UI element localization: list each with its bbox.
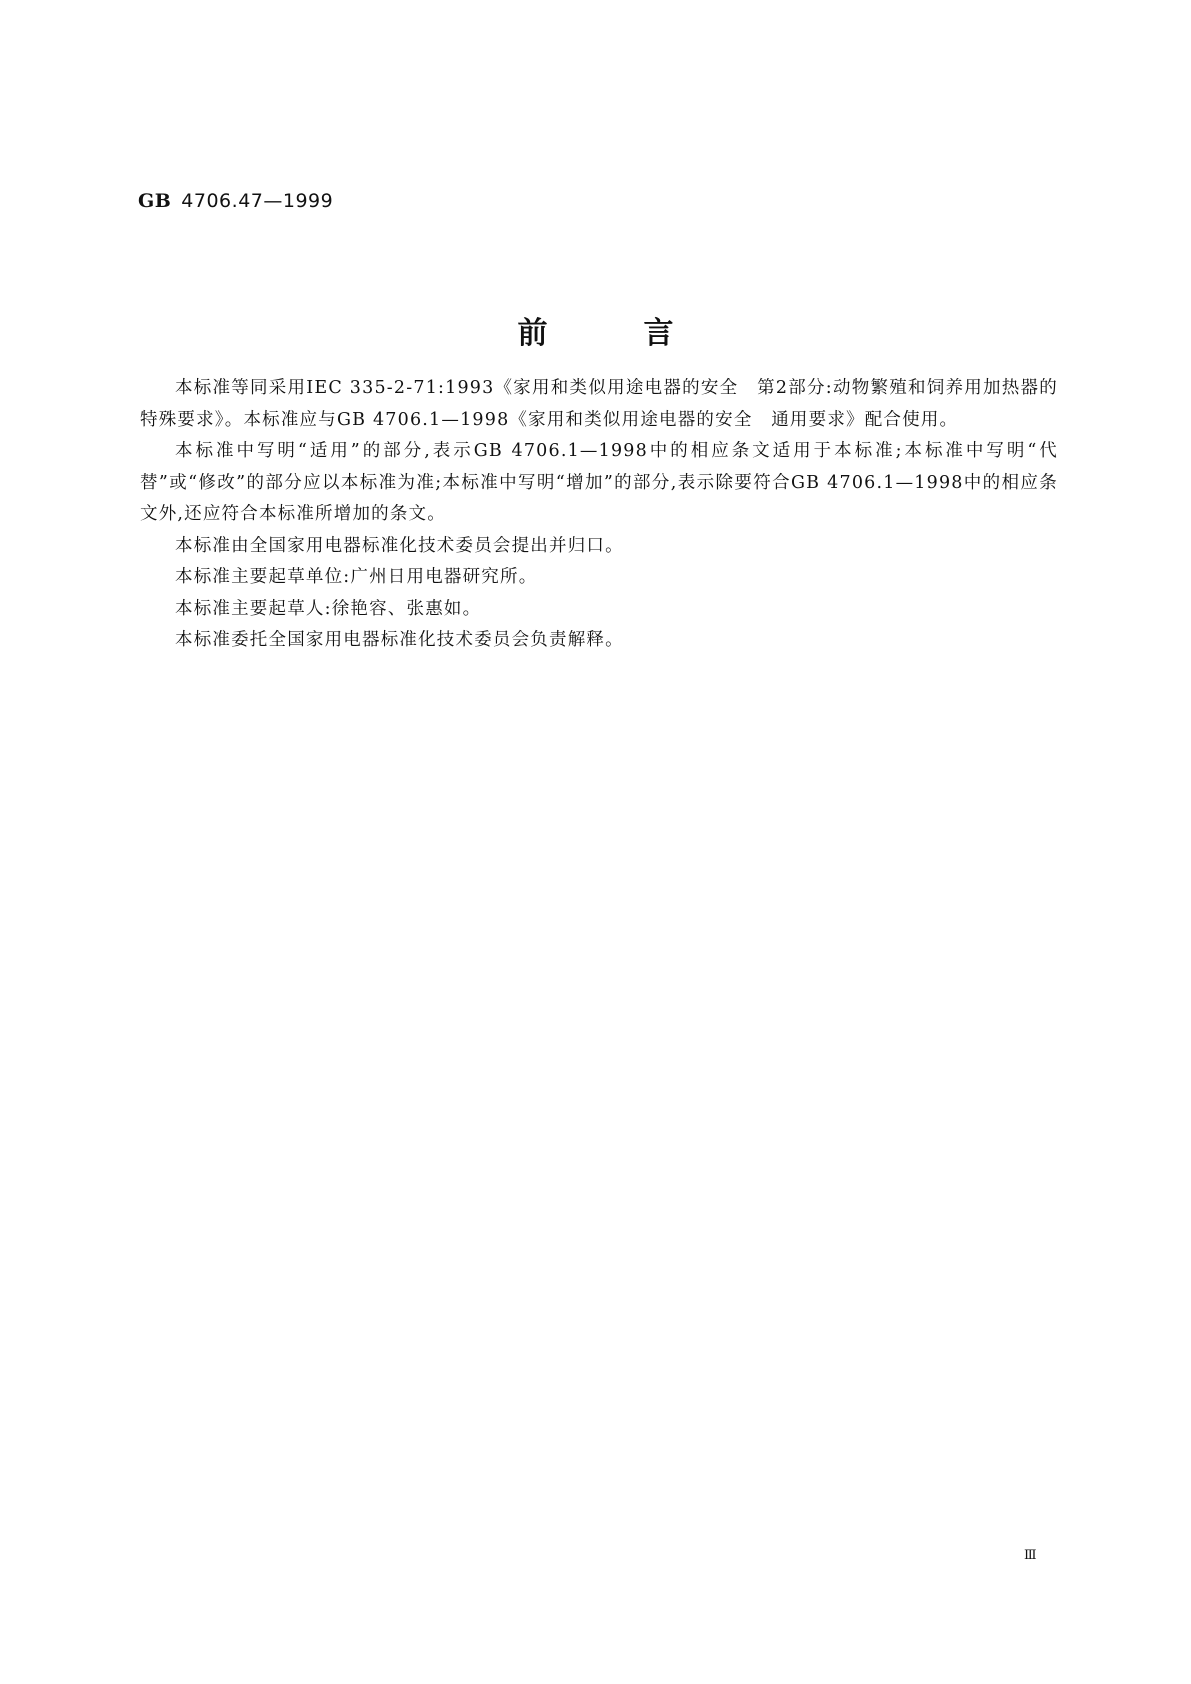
foreword-body	[140, 373, 1058, 657]
paragraph-adoption: 本标准等同采用IEC 335-2-71:1993《家用和类似用途电器的安全 第2部分:动物繁殖和饲养用加热器的特殊要求》。本标准应与GB 4706.1—1998《家用和类似用途电器的安全 通用要求》配合使用。	[140, 378, 1058, 430]
standard-number	[138, 190, 333, 212]
page-number: Ⅲ	[1024, 1548, 1037, 1563]
paragraph-drafters: 本标准主要起草人:徐艳容、张惠如。	[175, 598, 482, 619]
standard-prefix: GB	[138, 190, 172, 212]
paragraph-drafting-unit: 本标准主要起草单位:广州日用电器研究所。	[175, 567, 538, 587]
standard-code: 4706.47—1999	[181, 190, 334, 212]
page-title: 前言	[517, 316, 770, 351]
paragraph-interpretation: 本标准委托全国家用电器标准化技术委员会负责解释。	[175, 630, 624, 650]
paragraph-proposer: 本标准由全国家用电器标准化技术委员会提出并归口。	[175, 535, 624, 556]
paragraph-usage-rules: 本标准中写明“适用”的部分,表示GB 4706.1—1998中的相应条文适用于本标准;本标准中写明“代替”或“修改”的部分应以本标准为准;本标准中写明“增加”的部分,表示除要符合GB 4706.1—1998中的相应条文外,还应符合本标准所增加的条文。	[140, 441, 1058, 524]
